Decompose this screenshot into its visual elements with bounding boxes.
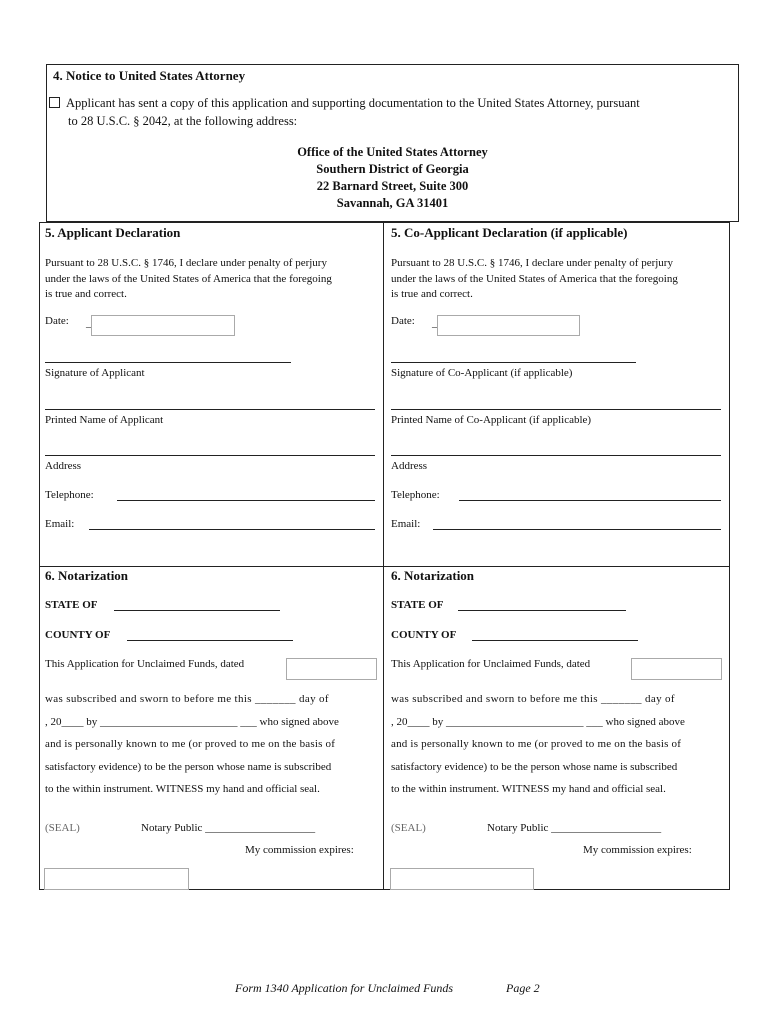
coapplicant-printed-name-label: Printed Name of Co-Applicant (if applicable)	[391, 414, 592, 426]
coapplicant-address-line[interactable]	[391, 455, 721, 456]
coapplicant-signature-label: Signature of Co-Applicant (if applicable)	[391, 367, 573, 379]
notary-right-commission-field[interactable]	[390, 868, 534, 890]
coapplicant-printed-name-line[interactable]	[391, 409, 721, 410]
applicant-telephone-line[interactable]	[117, 500, 375, 501]
applicant-signature-label: Signature of Applicant	[45, 367, 145, 379]
coapplicant-address-label: Address	[391, 460, 428, 472]
applicant-date-label: Date:	[45, 315, 69, 327]
footer-page-number: Page 2	[506, 981, 540, 995]
coapplicant-decl-line-2: under the laws of the United States of America that the foregoing	[391, 272, 678, 285]
section-4-heading: 4. Notice to United States Attorney	[53, 68, 246, 83]
applicant-declaration-heading: 5. Applicant Declaration	[45, 225, 181, 240]
notary-right-sworn-line: was subscribed and sworn to before me this _______ day of	[391, 693, 675, 705]
applicant-date-field[interactable]	[91, 315, 235, 336]
applicant-declaration-text	[45, 256, 332, 303]
column-divider	[383, 222, 384, 890]
notary-left-state-label: STATE OF	[45, 599, 98, 611]
address-line-4: Savannah, GA 31401	[336, 196, 449, 210]
notary-left-seal: (SEAL)	[45, 822, 80, 834]
notary-left-county-label: COUNTY OF	[45, 629, 111, 641]
applicant-printed-name-label: Printed Name of Applicant	[45, 414, 164, 426]
notarization-left-heading: 6. Notarization	[45, 568, 129, 583]
notary-right-state-line[interactable]	[458, 610, 626, 611]
notary-left-evidence-line: satisfactory evidence) to be the person whose name is subscribed	[45, 760, 332, 773]
coapplicant-signature-line[interactable]	[391, 362, 636, 363]
notary-left-year-line: , 20____ by _________________________ ___ who signed above	[45, 715, 339, 728]
us-attorney-address	[46, 144, 739, 212]
address-line-3: 22 Barnard Street, Suite 300	[316, 179, 469, 193]
coapplicant-email-label: Email:	[391, 518, 421, 530]
coapplicant-decl-line-1: Pursuant to 28 U.S.C. § 1746, I declare under penalty of perjury	[391, 257, 673, 269]
notary-right-public: Notary Public ____________________	[487, 822, 662, 834]
notary-right-county-label: COUNTY OF	[391, 629, 457, 641]
coapplicant-telephone-line[interactable]	[459, 500, 721, 501]
notary-right-year-line: , 20____ by _________________________ ___ who signed above	[391, 715, 685, 728]
applicant-printed-name-line[interactable]	[45, 409, 375, 410]
footer-form-name: Form 1340 Application for Unclaimed Funds	[235, 981, 454, 995]
notary-left-commission: My commission expires:	[245, 844, 354, 856]
coapplicant-date-dash: _	[432, 317, 438, 329]
notarization-right-heading: 6. Notarization	[391, 568, 475, 583]
address-line-2: Southern District of Georgia	[316, 162, 469, 176]
notary-left-sworn-line: was subscribed and sworn to before me this _______ day of	[45, 693, 329, 705]
notary-right-seal: (SEAL)	[391, 822, 426, 834]
address-line-1: Office of the United States Attorney	[297, 145, 488, 159]
applicant-decl-line-1: Pursuant to 28 U.S.C. § 1746, I declare under penalty of perjury	[45, 257, 327, 269]
applicant-email-label: Email:	[45, 518, 75, 530]
notary-right-app-dated: This Application for Unclaimed Funds, dated	[391, 658, 591, 670]
coapplicant-declaration-text	[391, 256, 678, 303]
applicant-signature-line[interactable]	[45, 362, 291, 363]
notary-left-state-line[interactable]	[114, 610, 280, 611]
notice-text-line-1: Applicant has sent a copy of this application and supporting documentation to the United States Attorney, pursuant	[66, 96, 640, 110]
applicant-telephone-label: Telephone:	[45, 489, 94, 501]
applicant-email-line[interactable]	[89, 529, 375, 530]
applicant-decl-line-3: is true and correct.	[45, 288, 127, 300]
notary-left-public: Notary Public ____________________	[141, 822, 316, 834]
row-divider	[39, 566, 730, 567]
notary-right-commission: My commission expires:	[583, 844, 692, 856]
coapplicant-telephone-label: Telephone:	[391, 489, 440, 501]
notary-right-state-label: STATE OF	[391, 599, 444, 611]
coapplicant-date-label: Date:	[391, 315, 415, 327]
notary-left-witness-line: to the within instrument. WITNESS my hand and official seal.	[45, 783, 320, 795]
notary-left-commission-field[interactable]	[44, 868, 189, 890]
coapplicant-date-field[interactable]	[437, 315, 580, 336]
notary-right-witness-line: to the within instrument. WITNESS my hand and official seal.	[391, 783, 666, 795]
coapplicant-declaration-heading: 5. Co-Applicant Declaration (if applicable)	[391, 225, 628, 240]
notary-left-county-line[interactable]	[127, 640, 293, 641]
notary-right-county-line[interactable]	[472, 640, 638, 641]
us-attorney-notice-checkbox[interactable]	[49, 97, 60, 108]
notary-left-body	[45, 688, 377, 801]
applicant-date-dash: _	[86, 317, 92, 329]
notary-right-dated-field[interactable]	[631, 658, 722, 680]
notary-right-evidence-line: satisfactory evidence) to be the person whose name is subscribed	[391, 760, 678, 773]
notary-right-known-line: and is personally known to me (or proved to me on the basis of	[391, 738, 682, 750]
applicant-decl-line-2: under the laws of the United States of America that the foregoing	[45, 272, 332, 285]
notary-right-body	[391, 688, 723, 801]
notary-left-app-dated: This Application for Unclaimed Funds, dated	[45, 658, 245, 670]
applicant-address-line[interactable]	[45, 455, 375, 456]
applicant-address-label: Address	[45, 460, 82, 472]
notary-left-known-line: and is personally known to me (or proved to me on the basis of	[45, 738, 336, 750]
coapplicant-email-line[interactable]	[433, 529, 721, 530]
notice-text-line-2: to 28 U.S.C. § 2042, at the following address:	[68, 114, 298, 128]
notary-left-dated-field[interactable]	[286, 658, 377, 680]
coapplicant-decl-line-3: is true and correct.	[391, 288, 473, 300]
